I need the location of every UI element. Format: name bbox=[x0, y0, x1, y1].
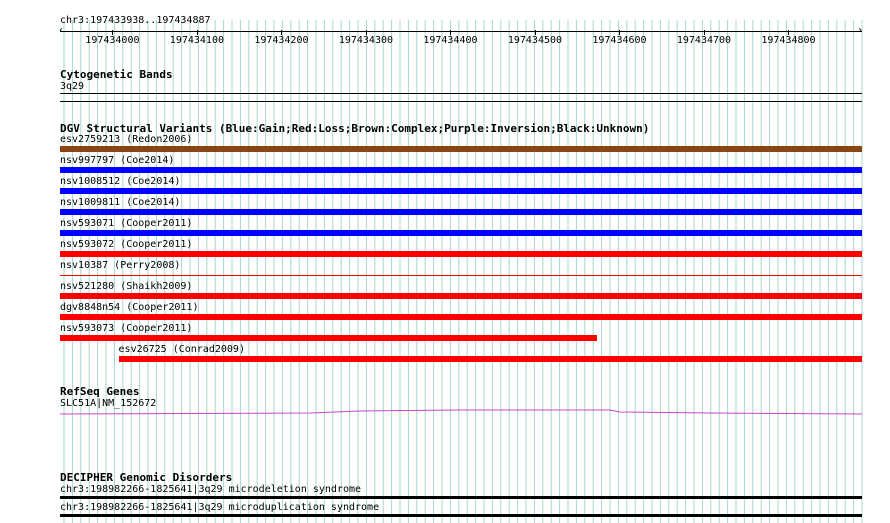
dgv-variant-bar[interactable] bbox=[60, 209, 862, 215]
decipher-disorder-bar[interactable] bbox=[60, 496, 862, 499]
dgv-variant-bar[interactable] bbox=[60, 314, 862, 320]
decipher-disorder-bar[interactable] bbox=[60, 514, 862, 517]
decipher-track-title: DECIPHER Genomic Disorders bbox=[60, 471, 233, 484]
dgv-variant-label[interactable]: nsv1009811 (Coe2014) bbox=[60, 197, 181, 208]
ruler-tick-label: 197434500 bbox=[507, 35, 563, 46]
dgv-variant-bar[interactable] bbox=[60, 146, 862, 152]
dgv-variant-bar[interactable] bbox=[119, 356, 862, 362]
ruler-tick-label: 197434400 bbox=[423, 35, 478, 46]
dgv-variant-label[interactable]: nsv997797 (Coe2014) bbox=[60, 155, 175, 166]
cytoband-bar[interactable] bbox=[60, 93, 862, 94]
dgv-variant-label[interactable]: dgv8848n54 (Cooper2011) bbox=[60, 302, 199, 313]
ruler-tick-label: 197434000 bbox=[85, 35, 140, 46]
dgv-variant-label[interactable]: nsv593072 (Cooper2011) bbox=[60, 239, 193, 250]
ruler-position-label: chr3:197433938..197434887 bbox=[60, 15, 211, 26]
decipher-disorder-label[interactable]: chr3:198982266-1825641|3q29 microdeletion syndrome bbox=[60, 484, 362, 495]
track-separator bbox=[60, 101, 862, 102]
ruler-tick-label: 197434200 bbox=[254, 35, 309, 46]
dgv-variant-label[interactable]: esv26725 (Conrad2009) bbox=[118, 344, 245, 355]
decipher-disorder-label[interactable]: chr3:198982266-1825641|3q29 microduplication syndrome bbox=[60, 502, 380, 513]
dgv-track-title: DGV Structural Variants (Blue:Gain;Red:Loss;Brown:Complex;Purple:Inversion;Black:Unknown) bbox=[60, 122, 650, 135]
dgv-variant-bar[interactable] bbox=[60, 293, 862, 299]
ruler-line bbox=[60, 31, 862, 32]
dgv-variant-label[interactable]: esv2759213 (Redon2006) bbox=[60, 134, 193, 145]
ruler-tick-label: 197434600 bbox=[592, 35, 647, 46]
dgv-variant-label[interactable]: nsv1008512 (Coe2014) bbox=[60, 176, 181, 187]
ruler-right-arrow-icon: › bbox=[857, 25, 864, 36]
dgv-variant-label[interactable]: nsv521280 (Shaikh2009) bbox=[60, 281, 193, 292]
ruler-tick-label: 197434700 bbox=[676, 35, 732, 46]
dgv-variant-bar[interactable] bbox=[60, 335, 597, 341]
dgv-variant-bar[interactable] bbox=[60, 251, 862, 257]
dgv-variant-bar[interactable] bbox=[60, 230, 862, 236]
cytoband-track-title: Cytogenetic Bands bbox=[60, 68, 173, 81]
cytoband-label[interactable]: 3q29 bbox=[60, 81, 85, 92]
ruler-left-arrow-icon: ‹ bbox=[58, 25, 65, 36]
dgv-variant-label[interactable]: nsv593073 (Cooper2011) bbox=[60, 323, 193, 334]
refseq-gene-label[interactable]: SLC51A|NM_152672 bbox=[60, 398, 157, 409]
dgv-variant-label[interactable]: nsv593071 (Cooper2011) bbox=[60, 218, 193, 229]
dgv-variant-bar[interactable] bbox=[60, 188, 862, 194]
dgv-variant-bar[interactable] bbox=[60, 275, 862, 276]
ruler-tick-label: 197434800 bbox=[761, 35, 816, 46]
refseq-track-title: RefSeq Genes bbox=[60, 385, 140, 398]
ruler-tick-label: 197434300 bbox=[338, 35, 394, 46]
dgv-variant-bar[interactable] bbox=[60, 167, 862, 173]
refseq-gene-line[interactable] bbox=[60, 405, 862, 417]
dgv-variant-label[interactable]: nsv10387 (Perry2008) bbox=[60, 260, 181, 271]
ruler-tick-label: 197434100 bbox=[169, 35, 224, 46]
